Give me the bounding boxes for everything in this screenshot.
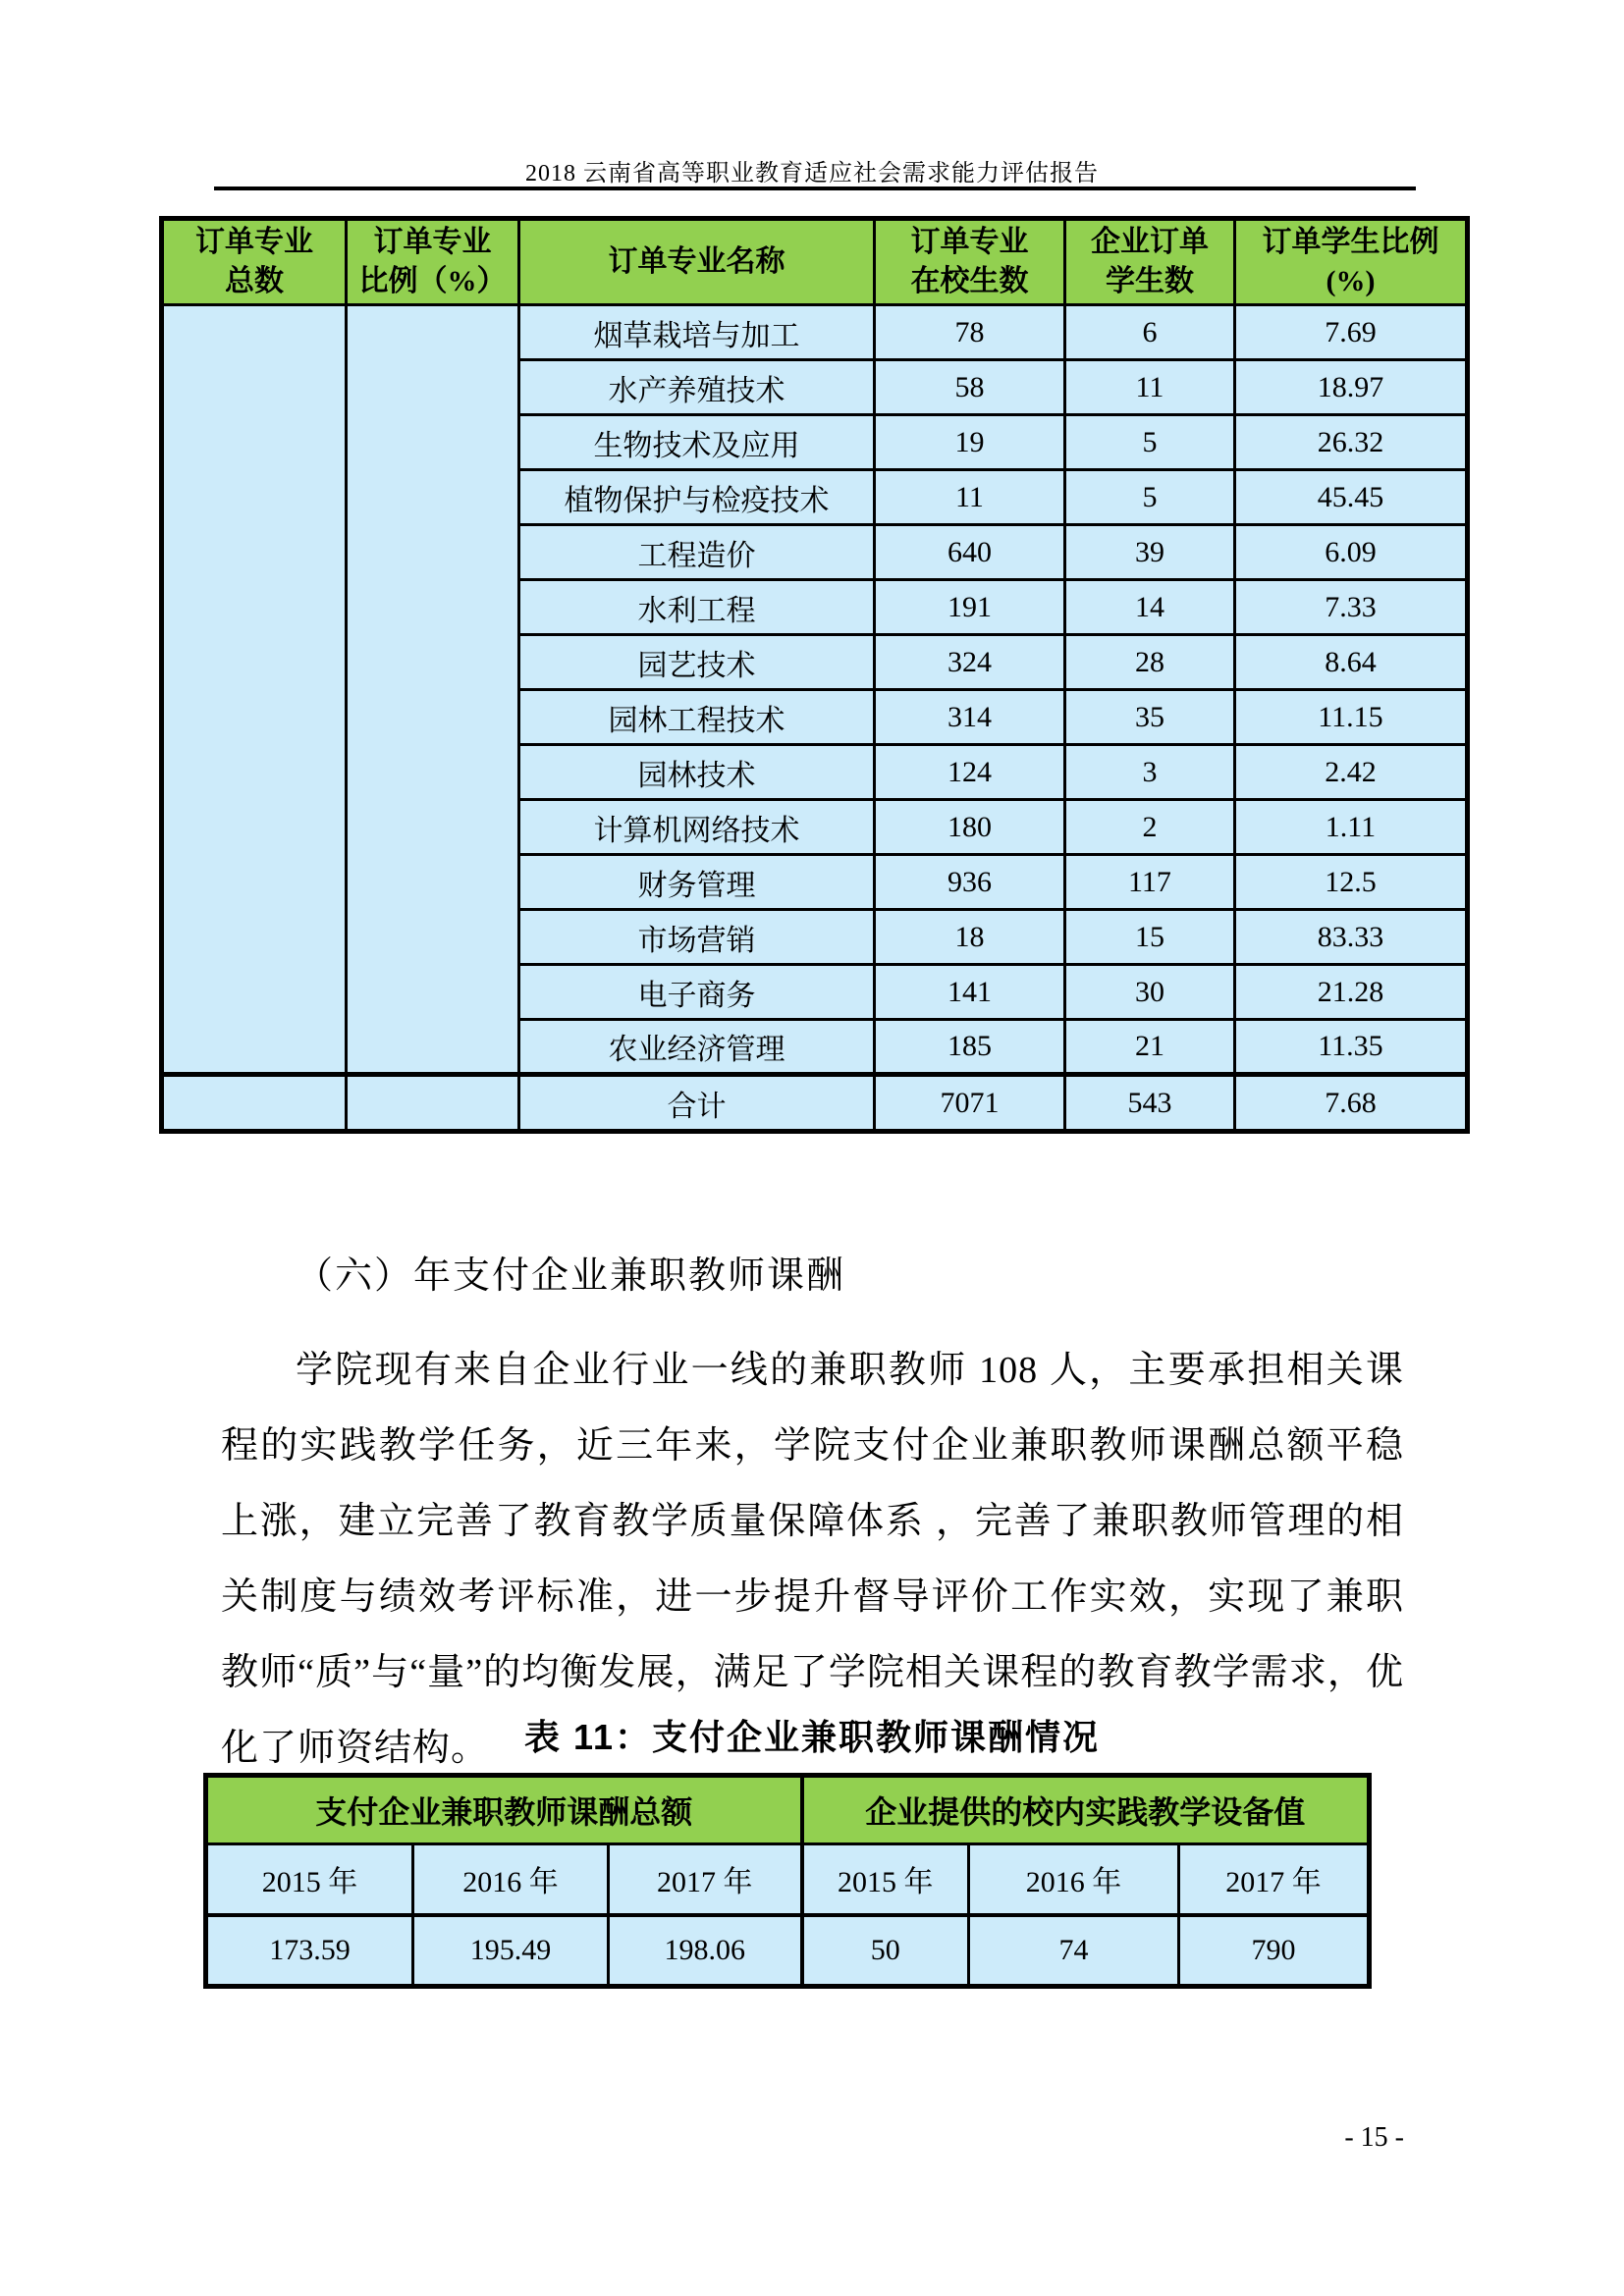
corp-students-cell: 3 [1065, 745, 1235, 800]
corp-students-cell: 5 [1065, 470, 1235, 525]
table-header-row [162, 219, 1468, 305]
order-majors-table [159, 216, 1470, 1134]
major-name-cell: 工程造价 [519, 525, 875, 580]
col-header-enrolled: 订单专业 在校生数 [875, 219, 1065, 305]
ratio-cell: 45.45 [1235, 470, 1468, 525]
value-cell: 198.06 [609, 1915, 802, 1987]
value-cell: 74 [969, 1915, 1179, 1987]
value-cell: 790 [1179, 1915, 1370, 1987]
enrolled-cell: 141 [875, 965, 1065, 1020]
col-header-student-ratio: 订单学生比例 (%) [1235, 219, 1468, 305]
total-label-cell: 合计 [519, 1075, 875, 1132]
year-cell: 2015 年 [206, 1844, 413, 1915]
ratio-cell: 26.32 [1235, 415, 1468, 470]
teacher-pay-table [203, 1773, 1372, 1989]
major-name-cell: 园林技术 [519, 745, 875, 800]
enrolled-cell: 185 [875, 1020, 1065, 1075]
group-header-pay-total: 支付企业兼职教师课酬总额 [206, 1776, 802, 1844]
value-cell: 173.59 [206, 1915, 413, 1987]
major-name-cell: 园艺技术 [519, 635, 875, 690]
col-header-corp-students: 企业订单 学生数 [1065, 219, 1235, 305]
enrolled-cell: 640 [875, 525, 1065, 580]
corp-students-cell: 15 [1065, 910, 1235, 965]
major-name-cell: 农业经济管理 [519, 1020, 875, 1075]
header-rule [214, 187, 1416, 190]
corp-students-cell: 11 [1065, 360, 1235, 415]
col-header-order-total: 订单专业 总数 [162, 219, 347, 305]
corp-students-cell: 30 [1065, 965, 1235, 1020]
corp-students-cell: 5 [1065, 415, 1235, 470]
total-enrolled-cell: 7071 [875, 1075, 1065, 1132]
enrolled-cell: 936 [875, 855, 1065, 910]
enrolled-cell: 124 [875, 745, 1065, 800]
ratio-cell: 7.33 [1235, 580, 1468, 635]
corp-students-cell: 14 [1065, 580, 1235, 635]
year-cell: 2017 年 [1179, 1844, 1370, 1915]
major-name-cell: 园林工程技术 [519, 690, 875, 745]
corp-students-cell: 21 [1065, 1020, 1235, 1075]
ratio-cell: 6.09 [1235, 525, 1468, 580]
enrolled-cell: 58 [875, 360, 1065, 415]
major-name-cell: 水利工程 [519, 580, 875, 635]
total-corp-cell: 543 [1065, 1075, 1235, 1132]
enrolled-cell: 180 [875, 800, 1065, 855]
col-header-order-ratio: 订单专业 比例（%） [347, 219, 519, 305]
empty-cell [347, 1075, 519, 1132]
value-cell: 50 [802, 1915, 969, 1987]
enrolled-cell: 78 [875, 305, 1065, 360]
enrolled-cell: 314 [875, 690, 1065, 745]
section-heading: （六）年支付企业兼职教师课酬 [296, 1255, 846, 1297]
empty-cell [162, 1075, 347, 1132]
enrolled-cell: 324 [875, 635, 1065, 690]
major-name-cell: 生物技术及应用 [519, 415, 875, 470]
merged-empty-cell-ratio [347, 305, 519, 1075]
major-name-cell: 市场营销 [519, 910, 875, 965]
ratio-cell: 12.5 [1235, 855, 1468, 910]
col-header-major-name: 订单专业名称 [519, 219, 875, 305]
corp-students-cell: 6 [1065, 305, 1235, 360]
table11-title: 表 11：支付企业兼职教师课酬情况 [523, 1717, 1101, 1757]
table-row [162, 305, 1468, 360]
major-name-cell: 植物保护与检疫技术 [519, 470, 875, 525]
corp-students-cell: 2 [1065, 800, 1235, 855]
major-name-cell: 电子商务 [519, 965, 875, 1020]
total-ratio-cell: 7.68 [1235, 1075, 1468, 1132]
enrolled-cell: 18 [875, 910, 1065, 965]
group-header-equipment: 企业提供的校内实践教学设备值 [802, 1776, 1370, 1844]
page-number: - 15 - [1344, 2122, 1404, 2153]
major-name-cell: 烟草栽培与加工 [519, 305, 875, 360]
ratio-cell: 11.15 [1235, 690, 1468, 745]
corp-students-cell: 39 [1065, 525, 1235, 580]
merged-empty-cell-total [162, 305, 347, 1075]
running-header: 2018 云南省高等职业教育适应社会需求能力评估报告 [525, 161, 1099, 187]
year-header-row [206, 1844, 1370, 1915]
ratio-cell: 18.97 [1235, 360, 1468, 415]
ratio-cell: 83.33 [1235, 910, 1468, 965]
major-name-cell: 计算机网络技术 [519, 800, 875, 855]
year-cell: 2016 年 [413, 1844, 609, 1915]
ratio-cell: 11.35 [1235, 1020, 1468, 1075]
ratio-cell: 8.64 [1235, 635, 1468, 690]
major-name-cell: 水产养殖技术 [519, 360, 875, 415]
major-name-cell: 财务管理 [519, 855, 875, 910]
value-cell: 195.49 [413, 1915, 609, 1987]
ratio-cell: 2.42 [1235, 745, 1468, 800]
corp-students-cell: 35 [1065, 690, 1235, 745]
ratio-cell: 21.28 [1235, 965, 1468, 1020]
body-paragraph: 学院现有来自企业行业一线的兼职教师 108 人，主要承担相关课程的实践教学任务，近三年来，学院支付企业兼职教师课酬总额平稳上涨，建立完善了教育教学质量保障体系 ，完善了兼职教师管理的相关制度与绩效考评标准，进一步提升督导评价工作实效，实现了兼职教师“质”与“量”的均衡发展，满足了学院相关课程的教育教学需求，优化了师资结构。 [221, 1350, 1404, 1769]
enrolled-cell: 11 [875, 470, 1065, 525]
enrolled-cell: 19 [875, 415, 1065, 470]
enrolled-cell: 191 [875, 580, 1065, 635]
ratio-cell: 1.11 [1235, 800, 1468, 855]
year-cell: 2017 年 [609, 1844, 802, 1915]
ratio-cell: 7.69 [1235, 305, 1468, 360]
corp-students-cell: 117 [1065, 855, 1235, 910]
corp-students-cell: 28 [1065, 635, 1235, 690]
value-row [206, 1915, 1370, 1987]
year-cell: 2015 年 [802, 1844, 969, 1915]
table-total-row [162, 1075, 1468, 1132]
group-header-row [206, 1776, 1370, 1844]
year-cell: 2016 年 [969, 1844, 1179, 1915]
